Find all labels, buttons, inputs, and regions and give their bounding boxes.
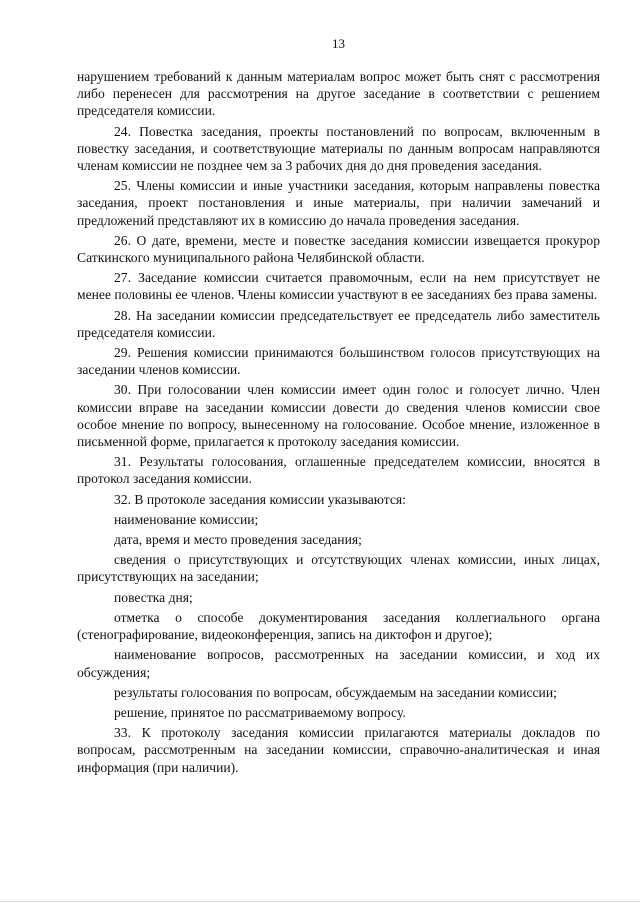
list-item: отметка о способе документирования заседания коллегиального органа (стенографирование, видеоконференция, запись на диктофон и другое); — [77, 609, 600, 643]
paragraph-25: 25. Члены комиссии и иные участники заседания, которым направлены повестка заседания, проект постановления и иные материалы, при наличии замечаний и предложений представляют их в комиссию до начала проведения заседания. — [77, 178, 600, 228]
paragraph-32: 32. В протоколе заседания комиссии указываются: — [114, 491, 406, 507]
paragraph-24: 24. Повестка заседания, проекты постановлений по вопросам, включенным в повестку заседания, и соответствующие материалы по данным вопросам направляются членам комиссии не позднее чем за 3 рабочих дня до дня проведения заседания. — [77, 123, 600, 174]
paragraph-continuation: нарушением требований к данным материалам вопрос может быть снят с рассмотрения либо перенесен для рассмотрения на другое заседание в соответствии с решением председателя комиссии. — [77, 69, 600, 119]
paragraph-28: 28. На заседании комиссии председательствует ее председатель либо заместитель председателя комиссии. — [77, 307, 600, 340]
page-number: 13 — [332, 36, 345, 51]
list-item: наименование вопросов, рассмотренных на заседании комиссии, и ход их обсуждения; — [77, 647, 600, 680]
list-item: сведения о присутствующих и отсутствующих членах комиссии, иных лицах, присутствующих на заседании; — [77, 552, 600, 585]
paragraph-26: 26. О дате, времени, месте и повестке заседания комиссии извещается прокурор Саткинского муниципального района Челябинской области. — [77, 232, 600, 266]
paragraph-27: 27. Заседание комиссии считается правомочным, если на нем присутствует не менее половины ее членов. Члены комиссии участвуют в ее заседаниях без права замены. — [77, 270, 600, 303]
list-item: дата, время и место проведения заседания; — [114, 532, 362, 548]
list-item: результаты голосования по вопросам, обсуждаемым на заседании комиссии; — [114, 684, 557, 700]
page-bottom-edge — [0, 901, 640, 902]
paragraph-33: 33. К протоколу заседания комиссии прилагаются материалы докладов по вопросам, рассмотренным на заседании комиссии, справочно-аналитическая и иная информация (при наличии). — [77, 725, 600, 775]
paragraph-30: 30. При голосовании член комиссии имеет один голос и голосует лично. Член комиссии вправе на заседании комиссии довести до сведения членов комиссии свое особое мнение по вопросу, вынесенному на голосование. Особое мнение, изложенное в письменной форме, прилагается к протоколу заседания комиссии. — [77, 382, 600, 450]
document-body — [77, 68, 600, 776]
paragraph-31: 31. Результаты голосования, оглашенные председателем комиссии, вносятся в протокол заседания комиссии. — [77, 454, 600, 487]
list-item: наименование комиссии; — [114, 511, 259, 527]
list-item: решение, принятое по рассматриваемому вопросу. — [114, 704, 406, 720]
paragraph-29: 29. Решения комиссии принимаются большинством голосов присутствующих на заседании членов комиссии. — [77, 345, 600, 378]
list-item: повестка дня; — [114, 589, 193, 605]
